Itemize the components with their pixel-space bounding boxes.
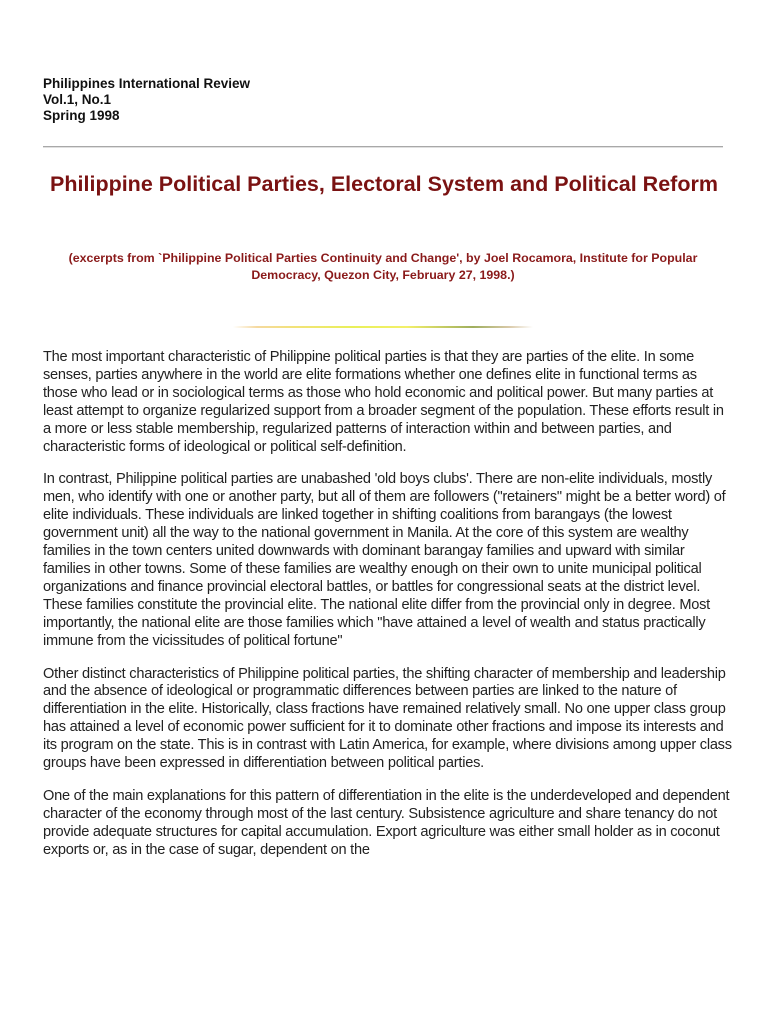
article-body bbox=[43, 349, 733, 875]
decorative-divider bbox=[233, 326, 533, 328]
publication-name: Philippines International Review bbox=[43, 76, 251, 91]
paragraph: Other distinct characteristics of Philippine political parties, the shifting character of membership and leadership and the absence of ideological or programmatic differences between parties are linked to the nature of differentiation in the elite. Historically, class fractions have remained relatively small. No one upper class group has attained a level of economic power sufficient for it to dominate other fractions and impose its interests and its program on the state. This is in contrast with Latin America, for example, where divisions among upper class groups have been expressed in differentiation between political parties. bbox=[43, 665, 732, 772]
issue-season: Spring 1998 bbox=[43, 108, 120, 123]
paragraph: The most important characteristic of Philippine political parties is that they are parties of the elite. In some senses, parties anywhere in the world are elite formations whether one defines elite in functional terms as those who lead or in sociological terms as those who hold economic and political power. But many parties at least attempt to organize regularized support from a broader segment of the population. These efforts result in a more or less stable membership, regularized patterns of interaction within and between parties, and characteristic forms of ideological or political self-definition. bbox=[43, 349, 724, 455]
volume-number: Vol.1, No.1 bbox=[43, 92, 112, 107]
paragraph: One of the main explanations for this pattern of differentiation in the elite is the underdeveloped and dependent character of the economy through most of the last century. Subsistence agriculture and share tenancy do not provide adequate structures for capital accumulation. Export agriculture was either small holder as in coconut exports or, as in the case of sugar, dependent on the bbox=[43, 787, 730, 858]
paragraph: In contrast, Philippine political parties are unabashed 'old boys clubs'. There are non-elite individuals, mostly men, who identify with one or another party, but all of them are followers ("retainers" might be a better word) of elite individuals. These individuals are linked together in shifting coalitions from barangays (the lowest government unit) all the way to the national government in Manila. At the core of this system are wealthy families in the town centers united downwards with dominant barangay families and upward with similar families in other towns. Some of these families are wealthy enough on their own to unite municipal political organizations and finance provincial electoral battles, or battles for congressional seats at the district level. These families constitute the provincial elite. The national elite differ from the provincial only in degree. Most importantly, the national elite are those families which "have attained a level of wealth and status practically immune from the vicissitudes of political fortune" bbox=[43, 471, 726, 649]
masthead bbox=[43, 76, 250, 124]
horizontal-rule bbox=[43, 146, 723, 148]
article-title: Philippine Political Parties, Electoral System and Political Reform bbox=[50, 172, 718, 196]
article-subtitle: (excerpts from `Philippine Political Parties Continuity and Change', by Joel Rocamora, Institute for Popular Democracy, Quezon City, February 27, 1998.) bbox=[68, 251, 698, 282]
